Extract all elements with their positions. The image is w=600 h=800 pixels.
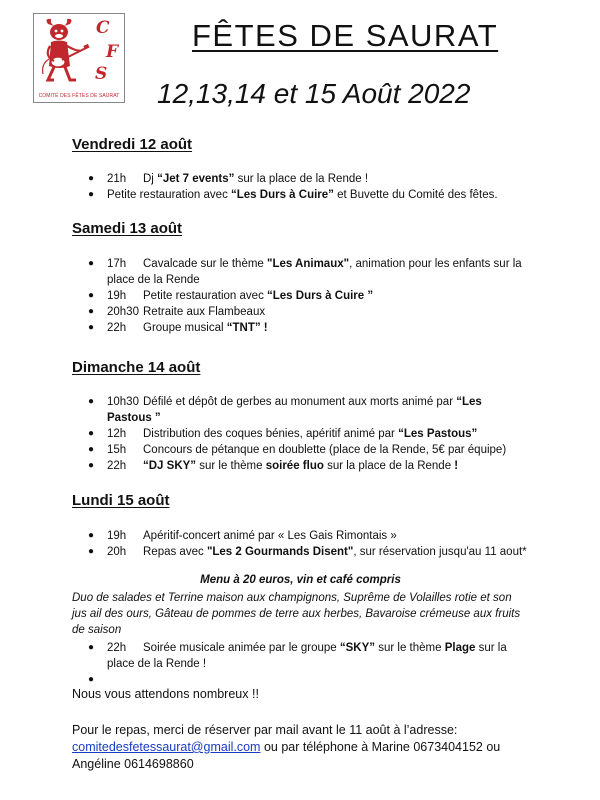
schedule-text-bold: “Jet 7 events” — [157, 173, 235, 185]
schedule-text-part: Apéritif-concert animé par « Les Gais Rimontais » — [143, 530, 397, 542]
bullet-icon: ● — [88, 306, 95, 317]
logo-letter-c: C — [96, 18, 110, 38]
schedule-text-bold: “Les Durs à Cuire ” — [267, 290, 374, 302]
schedule-text — [88, 171, 528, 187]
contact-intro: Pour le repas, merci de réserver par mail avant le 11 août à l’adresse: — [72, 723, 458, 737]
bullet-icon: ● — [88, 546, 95, 557]
closing-text: Nous vous attendons nombreux !! — [72, 687, 259, 701]
schedule-text-part: Défilé et dépôt de gerbes au monument aux morts animé par — [143, 396, 457, 408]
logo-letter-s: S — [95, 64, 108, 84]
day-heading: Lundi 15 août — [72, 492, 170, 509]
schedule-text — [88, 544, 528, 560]
bullet-icon: ● — [88, 428, 95, 439]
schedule-time: 12h — [107, 428, 127, 440]
schedule-item — [88, 256, 528, 288]
schedule-text-bold: "Les Animaux" — [267, 258, 350, 270]
day-heading: Dimanche 14 août — [72, 359, 201, 376]
schedule-item — [88, 394, 528, 426]
schedule-text-bold: "Les 2 Gourmands Disent" — [206, 546, 354, 558]
schedule-text-part: et Buvette du Comité des fêtes. — [333, 189, 498, 201]
bullet-icon: ● — [88, 173, 95, 184]
schedule-text-part: Dj — [143, 173, 158, 185]
bullet-icon: ● — [88, 674, 95, 685]
schedule-text — [88, 442, 528, 458]
schedule-item — [88, 640, 528, 672]
bullet-icon: ● — [88, 189, 95, 200]
schedule-item — [88, 458, 528, 474]
menu-title: Menu à 20 euros, vin et café compris — [200, 574, 401, 586]
schedule-text — [88, 288, 528, 304]
bullet-icon: ● — [88, 258, 95, 269]
event-dates: 12,13,14 et 15 Août 2022 — [157, 78, 471, 109]
schedule-time: 22h — [107, 322, 127, 334]
bullet-icon: ● — [88, 396, 95, 407]
schedule-text-part: Retraite aux Flambeaux — [143, 306, 266, 318]
schedule-text-part: sur la place de la Rende — [323, 460, 455, 472]
schedule-text-part: Concours de pétanque en doublette (place de la Rende, 5€ par équipe) — [143, 444, 507, 456]
schedule-text-part: , animation pour les enfants sur la place de la Rende — [107, 258, 522, 286]
schedule-text — [88, 304, 528, 320]
schedule-text-part: Repas avec — [143, 546, 207, 558]
schedule-text-bold: ! — [454, 460, 459, 472]
schedule-text-part: sur la place de la Rende ! — [107, 642, 507, 670]
schedule-text — [88, 394, 528, 426]
bullet-icon: ● — [88, 290, 95, 301]
schedule-item — [88, 320, 528, 336]
schedule-text-part: , sur réservation jusqu'au 11 aout* — [353, 546, 527, 558]
schedule-text-bold: Plage — [444, 642, 476, 654]
schedule-item — [88, 528, 528, 544]
schedule-text-part: Soirée musicale animée par le groupe — [143, 642, 340, 654]
bullet-icon: ● — [88, 322, 95, 333]
schedule-time: 22h — [107, 460, 127, 472]
schedule-text-part: Groupe musical — [143, 322, 227, 334]
bullet-icon: ● — [88, 530, 95, 541]
schedule-text-part: sur la place de la Rende ! — [234, 173, 369, 185]
comite-logo — [33, 13, 125, 103]
schedule-time: 20h — [107, 546, 127, 558]
schedule-time: 17h — [107, 258, 127, 270]
logo-letter-f: F — [106, 42, 119, 62]
email-link[interactable]: comitedesfetessaurat@gmail.com — [72, 740, 261, 754]
day-heading: Vendredi 12 août — [72, 136, 193, 153]
contact-phone-text: ou par téléphone à Marine 0673404152 ou — [260, 740, 501, 754]
schedule-time: 19h — [107, 530, 127, 542]
schedule-item — [88, 288, 528, 304]
schedule-time: 19h — [107, 290, 127, 302]
bullet-icon: ● — [88, 444, 95, 455]
contact-line — [72, 739, 542, 756]
schedule-text — [88, 458, 528, 474]
schedule-text — [88, 187, 528, 203]
schedule-text-bold: “Les Pastous ” — [107, 396, 482, 424]
schedule-text — [88, 256, 528, 288]
page-title: FÊTES DE SAURAT — [192, 18, 499, 53]
day-heading: Samedi 13 août — [72, 220, 183, 237]
schedule-item — [88, 544, 528, 560]
schedule-item — [88, 187, 528, 203]
schedule-text-part: Distribution des coques bénies, apéritif animé par — [143, 428, 399, 440]
schedule-time: 10h30 — [107, 396, 139, 408]
schedule-time: 22h — [107, 642, 127, 654]
bullet-icon: ● — [88, 460, 95, 471]
schedule-text-part: sur le thème — [196, 460, 266, 472]
logo-caption: COMITÉ DES FÊTES DE SAURAT — [38, 93, 120, 99]
schedule-text — [88, 426, 528, 442]
contact-phone-line: Angéline 0614698860 — [72, 757, 194, 771]
schedule-item — [88, 171, 528, 187]
schedule-text — [88, 640, 528, 672]
schedule-item — [88, 442, 528, 458]
schedule-text-bold: “TNT” ! — [226, 322, 268, 334]
schedule-text-bold: “SKY” — [339, 642, 376, 654]
schedule-text-part: Petite restauration avec — [143, 290, 268, 302]
schedule-text-part: Petite restauration avec — [107, 189, 232, 201]
schedule-time: 21h — [107, 173, 127, 185]
menu-description: Duo de salades et Terrine maison aux champignons, Suprême de Volailles rotie et son jus ail des ours, Gâteau de pommes de terre aux herbes, Bavaroise crémeuse aux fruits de saison — [72, 592, 521, 636]
schedule-text-bold: “Les Durs à Cuire” — [231, 189, 334, 201]
schedule-time: 20h30 — [107, 306, 139, 318]
schedule-text — [88, 320, 528, 336]
schedule-item — [88, 304, 528, 320]
schedule-item — [88, 426, 528, 442]
bullet-icon: ● — [88, 642, 95, 653]
schedule-text-bold: “Les Pastous” — [398, 428, 478, 440]
schedule-text-part: Cavalcade sur le thème — [143, 258, 268, 270]
schedule-text-bold: “DJ SKY” — [143, 460, 197, 472]
schedule-text — [88, 528, 528, 544]
schedule-text-bold: soirée fluo — [265, 460, 324, 472]
schedule-time: 15h — [107, 444, 127, 456]
schedule-text-part: sur le thème — [375, 642, 445, 654]
